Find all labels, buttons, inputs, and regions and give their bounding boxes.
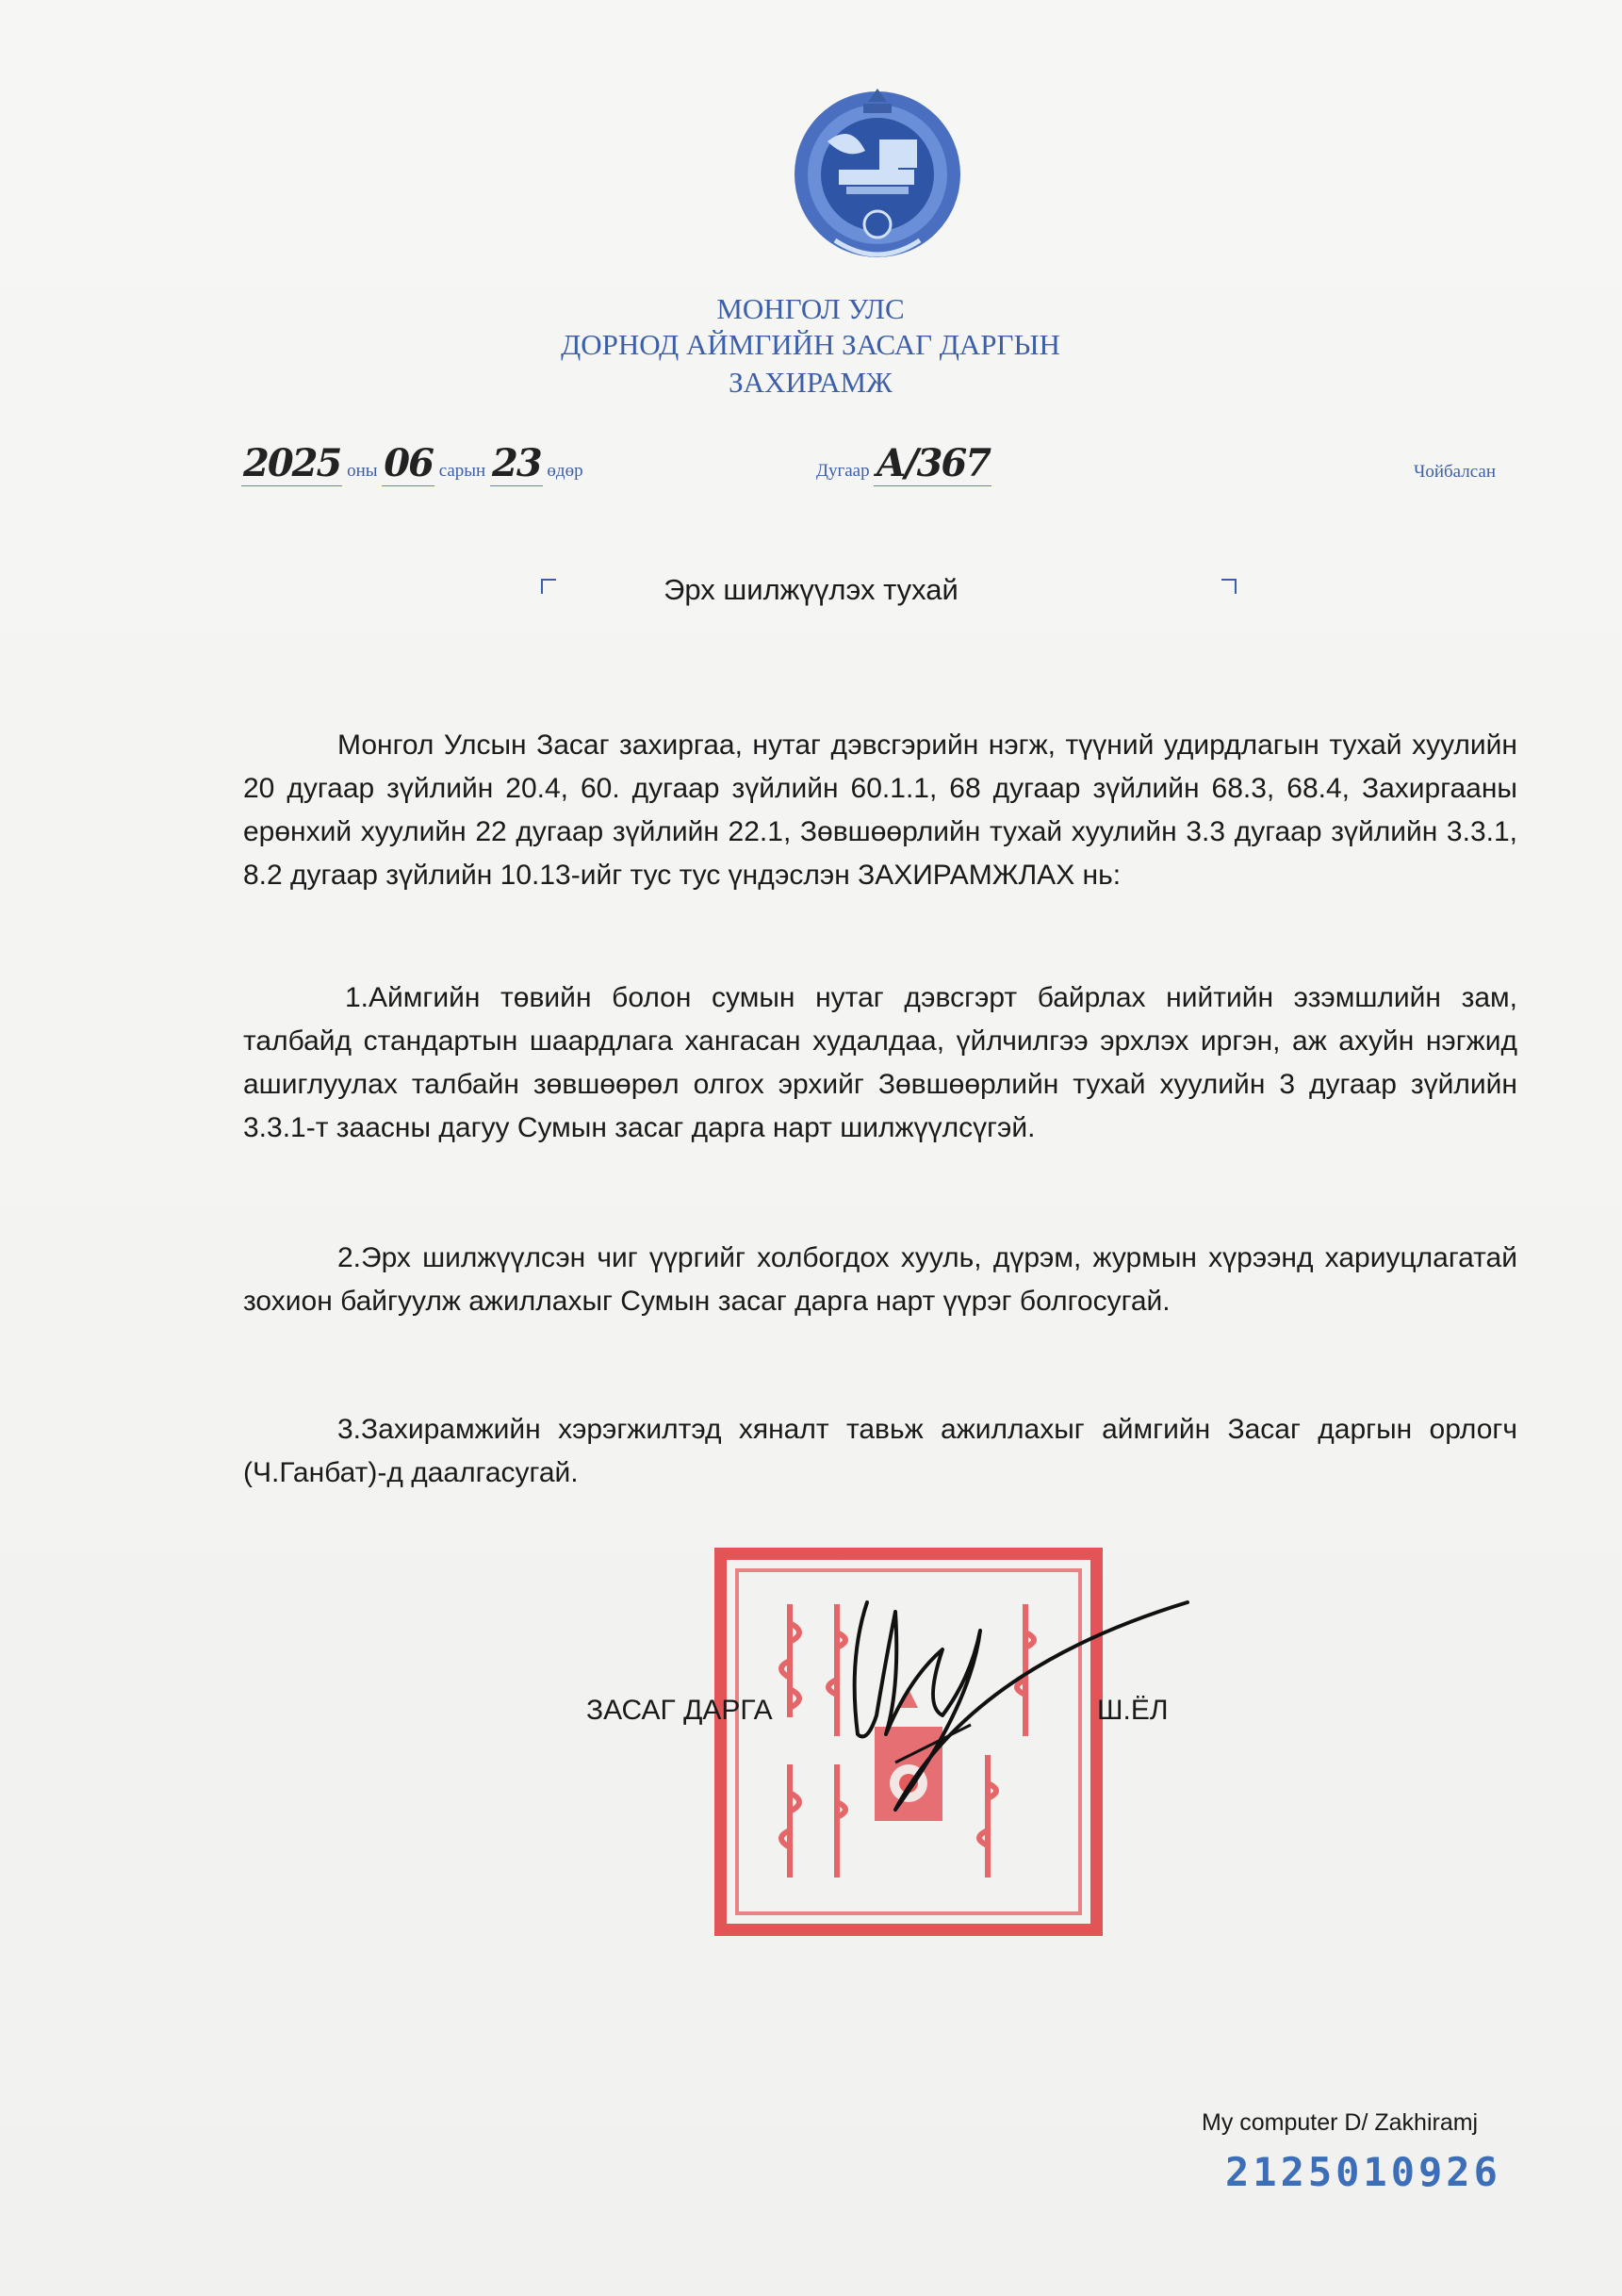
signatory-name: Ш.ЁЛ [1097, 1695, 1169, 1726]
file-path-note: My computer D/ Zakhiramj [1202, 2109, 1479, 2136]
item-3-paragraph: 3.Захирамжийн хэрэгжилтэд хяналт тавьж ажиллахыг аймгийн Засаг даргын орлогч (Ч.Ганбат)-д даалгасугай. [243, 1414, 1517, 1488]
document-subject: Эрх шилжүүлэх тухай [664, 573, 958, 606]
header-authority: ДОРНОД АЙМГИЙН ЗАСАГ ДАРГЫН [561, 328, 1060, 361]
signatory-title: ЗАСАГ ДАРГА [586, 1695, 773, 1726]
date-year: 2025 [243, 441, 341, 485]
date-day-suffix: өдөр [547, 461, 583, 481]
header-doc-type: ЗАХИРАМЖ [729, 366, 893, 399]
number-line [816, 441, 991, 485]
date-line [241, 441, 583, 485]
signature-mark [829, 1565, 1206, 1819]
document-number: А/367 [876, 441, 991, 485]
date-day: 23 [491, 441, 541, 485]
item-2-paragraph: 2.Эрх шилжүүлсэн чиг үүргийг холбогдох хууль, дүрэм, журмын хүрээнд хариуцлагатай зохион байгуулж ажиллахыг Сумын засаг дарга нарт үүрэг болгосугай. [243, 1242, 1517, 1317]
date-month: 06 [384, 441, 433, 485]
item-1-paragraph: 1.Аймгийн төвийн болон сумын нутаг дэвсгэрт байрлах нийтийн эзэмшлийн зам, талбайд стандартын шаардлага хангасан худалдаа, үйлчилгээ эрхлэх иргэн, аж ахуйн нэгжид ашиглуулах талбайн зөвшөөрөл олгох эрхийг Зөвшөөрлийн тухай хуулийн 3 дугаар зүйлийн 3.3.1-т заасны дагуу Сумын засаг дарга нарт шилжүүлсүгэй. [243, 982, 1517, 1143]
place-name: Чойбалсан [1414, 462, 1497, 482]
header-country: МОНГОЛ УЛС [716, 292, 905, 325]
date-month-suffix: сарын [438, 461, 486, 481]
number-label: Дугаар [816, 461, 870, 481]
state-emblem-icon [790, 75, 965, 273]
intro-paragraph: Монгол Улсын Засаг захиргаа, нутаг дэвсгэрийн нэгж, түүний удирдлагын тухай хуулийн 20 дугаар зүйлийн 20.4, 60. дугаар зүйлийн 60.1.1, 68 дугаар зүйлийн 68.3, 68.4, Захиргааны ерөнхий хуулийн 22 дугаар зүйлийн 22.1, Зөвшөөрлийн тухай хуулийн 3.3 дугаар зүйлийн 3.3.1, 8.2 дугаар зүйлийн 10.13-ийг тус тус үндэслэн ЗАХИРАМЖЛАХ нь: [243, 730, 1517, 891]
registration-number: 2125010926 [1225, 2149, 1501, 2195]
date-year-suffix: оны [347, 461, 378, 481]
